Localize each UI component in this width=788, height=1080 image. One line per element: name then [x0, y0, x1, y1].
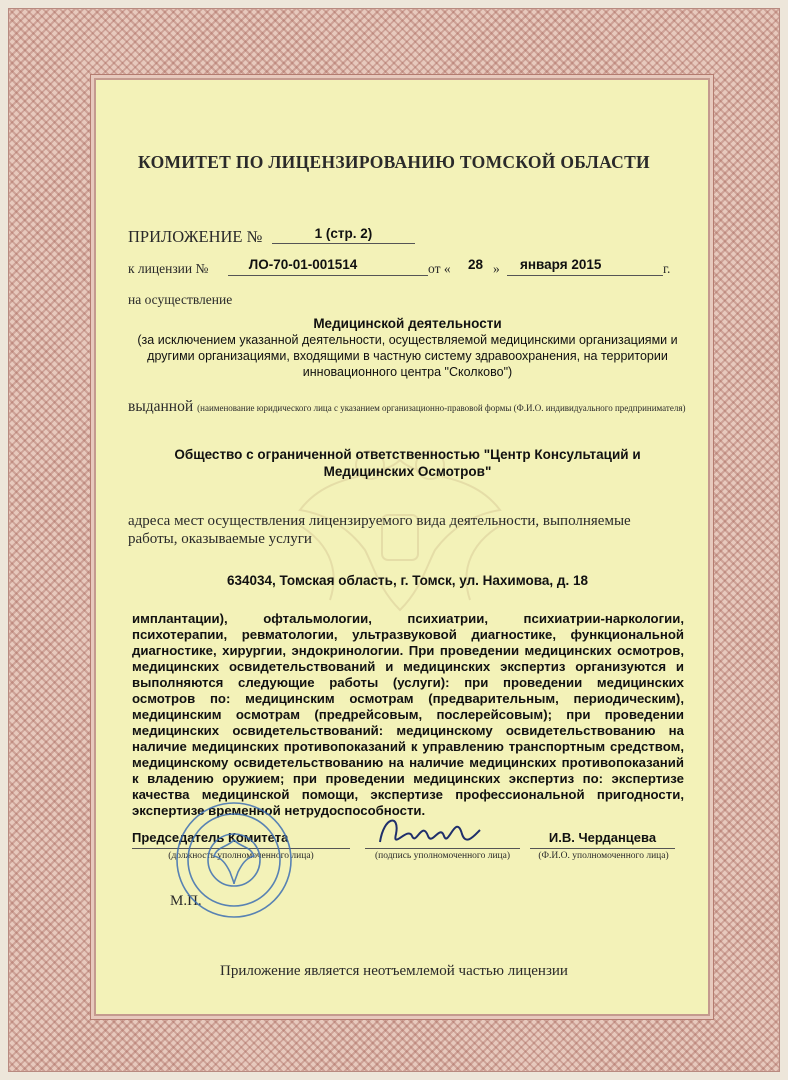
organization-name: Общество с ограниченной ответственностью "Центр Консультаций и Медицинских Осмотров" — [174, 447, 641, 479]
license-date-from-label: от « — [428, 261, 451, 276]
signer-position: Председатель Комитета — [132, 830, 289, 845]
footer-note: Приложение является неотъемлемой частью лицензии — [220, 963, 568, 979]
license-day: 28 — [468, 257, 484, 272]
license-label: к лицензии № — [128, 261, 209, 276]
issued-block — [128, 397, 688, 418]
address-value: 634034, Томская область, г. Томск, ул. Нахимова, д. 18 — [226, 573, 589, 588]
issued-label: выданной — [128, 398, 194, 415]
license-number: ЛО-70-01-001514 — [248, 257, 358, 272]
license-year-suffix: г. — [663, 261, 671, 276]
position-caption: (должность уполномоченного лица) — [168, 851, 314, 861]
signature-caption: (подпись уполномоченного лица) — [374, 851, 510, 861]
stamp-place-label: М.П. — [170, 893, 202, 909]
activity-note: (за исключением указанной деятельности, осуществляемой медицинскими организациями и другими организациями, входящими в частную систему здравоохранения, на территории инновационного центра "Сколково") — [137, 333, 678, 379]
appendix-number: 1 (стр. 2) — [314, 226, 373, 241]
issued-hint: (наименование юридического лица с указанием организационно-правовой формы (Ф.И.О. индивидуального предпринимателя) — [197, 403, 686, 413]
activity-name: Медицинской деятельности — [313, 316, 502, 331]
license-month-year: января 2015 — [520, 257, 602, 272]
official-stamp — [174, 800, 294, 920]
services-text: имплантации), офтальмологии, психиатрии, психиатрии-наркологии, психотерапии, ревматологии, ультразвуковой диагностике, функциональной диагностике, хирургии, эндокринологии. При проведении медицинских осмотров, медицинских освидетельствований и медицинских экспертиз организуются и выполняются следующие работы (услуги): при проведении медицинских осмотров по: медицинским осмотрам (предварительным, периодическим), медицинским осмотрам (предрейсовым, послерейсовым); при проведении медицинских освидетельствований: медицинскому освидетельствованию на наличие медицинских противопоказаний к управлению транспортным средством, медицинскому освидетельствованию на наличие медицинских противопоказаний к владению оружием; при проведении медицинских экспертиз по: экспертизе качества медицинской помощи, экспертизе профессиональной пригодности, экспертизе временной нетрудоспособности. — [132, 611, 684, 818]
appendix-label: ПРИЛОЖЕНИЕ № — [128, 227, 263, 246]
license-day-close: » — [493, 261, 500, 276]
document-title: КОМИТЕТ ПО ЛИЦЕНЗИРОВАНИЮ ТОМСКОЙ ОБЛАСТИ — [138, 152, 650, 172]
signer-name: И.В. Черданцева — [548, 830, 657, 845]
name-caption: (Ф.И.О. уполномоченного лица) — [538, 851, 669, 861]
address-label: адреса мест осуществления лицензируемого вида деятельности, выполняемые работы, оказываемые услуги — [128, 513, 631, 547]
activity-label: на осуществление — [128, 292, 233, 307]
